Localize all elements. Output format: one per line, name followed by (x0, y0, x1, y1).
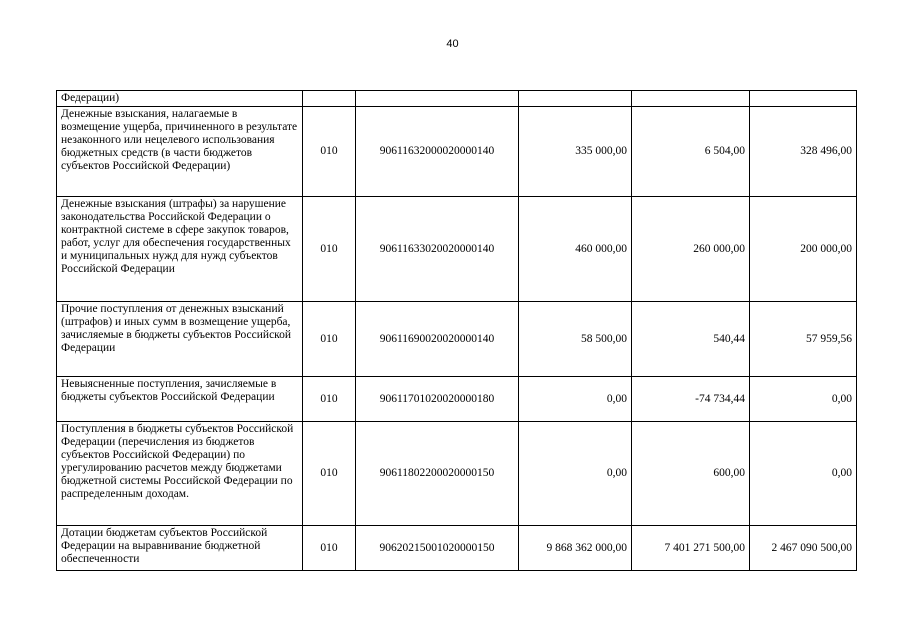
table-row (57, 526, 857, 571)
executed-amount-cell: -74 734,44 (632, 377, 750, 422)
budget-classification-code-cell (356, 91, 519, 107)
approved-amount-cell: 0,00 (519, 377, 632, 422)
unexecuted-amount-cell (750, 91, 857, 107)
revenue-name-cell: Поступления в бюджеты субъектов Российской Федерации (перечисления из бюджетов субъектов Российской Федерации) по урегулированию расчетов между бюджетами бюджетной системы Российской Федерации по распределенным доходам. (57, 422, 303, 526)
revenue-name-cell: Невыясненные поступления, зачисляемые в бюджеты субъектов Российской Федерации (57, 377, 303, 422)
approved-amount-cell: 58 500,00 (519, 302, 632, 377)
executed-amount-cell: 6 504,00 (632, 107, 750, 197)
executed-amount-cell: 7 401 271 500,00 (632, 526, 750, 571)
revenue-name-cell: Дотации бюджетам субъектов Российской Федерации на выравнивание бюджетной обеспеченности (57, 526, 303, 571)
line-code-cell: 010 (303, 422, 356, 526)
table-row (57, 197, 857, 302)
unexecuted-amount-cell: 0,00 (750, 377, 857, 422)
line-code-cell: 010 (303, 197, 356, 302)
table-row (57, 422, 857, 526)
revenue-name-cell: Денежные взыскания, налагаемые в возмещение ущерба, причиненного в результате незаконного или нецелевого использования бюджетных средств (в части бюджетов субъектов Российской Федерации) (57, 107, 303, 197)
budget-classification-code-cell: 90611690020020000140 (356, 302, 519, 377)
revenue-name-cell: Прочие поступления от денежных взысканий (штрафов) и иных сумм в возмещение ущерба, зачисляемые в бюджеты субъектов Российской Федерации (57, 302, 303, 377)
table-row (57, 107, 857, 197)
approved-amount-cell (519, 91, 632, 107)
approved-amount-cell: 0,00 (519, 422, 632, 526)
table-row (57, 377, 857, 422)
budget-classification-code-cell: 90611633020020000140 (356, 197, 519, 302)
unexecuted-amount-cell: 2 467 090 500,00 (750, 526, 857, 571)
executed-amount-cell (632, 91, 750, 107)
revenue-name-cell: Денежные взыскания (штрафы) за нарушение законодательства Российской Федерации о контрактной системе в сфере закупок товаров, работ, услуг для обеспечения государственных и муниципальных нужд для нужд субъектов Российской Федерации (57, 197, 303, 302)
table-row (57, 302, 857, 377)
revenue-name-cell: Федерации) (57, 91, 303, 107)
approved-amount-cell: 9 868 362 000,00 (519, 526, 632, 571)
line-code-cell: 010 (303, 526, 356, 571)
line-code-cell: 010 (303, 377, 356, 422)
budget-classification-code-cell: 90620215001020000150 (356, 526, 519, 571)
approved-amount-cell: 335 000,00 (519, 107, 632, 197)
line-code-cell: 010 (303, 302, 356, 377)
line-code-cell (303, 91, 356, 107)
unexecuted-amount-cell: 328 496,00 (750, 107, 857, 197)
line-code-cell: 010 (303, 107, 356, 197)
budget-classification-code-cell: 90611802200020000150 (356, 422, 519, 526)
unexecuted-amount-cell: 200 000,00 (750, 197, 857, 302)
budget-classification-code-cell: 90611632000020000140 (356, 107, 519, 197)
unexecuted-amount-cell: 0,00 (750, 422, 857, 526)
table-row (57, 91, 857, 107)
executed-amount-cell: 600,00 (632, 422, 750, 526)
executed-amount-cell: 540,44 (632, 302, 750, 377)
executed-amount-cell: 260 000,00 (632, 197, 750, 302)
page-number: 40 (446, 38, 459, 50)
unexecuted-amount-cell: 57 959,56 (750, 302, 857, 377)
budget-classification-code-cell: 90611701020020000180 (356, 377, 519, 422)
approved-amount-cell: 460 000,00 (519, 197, 632, 302)
budget-revenue-table (56, 90, 857, 571)
